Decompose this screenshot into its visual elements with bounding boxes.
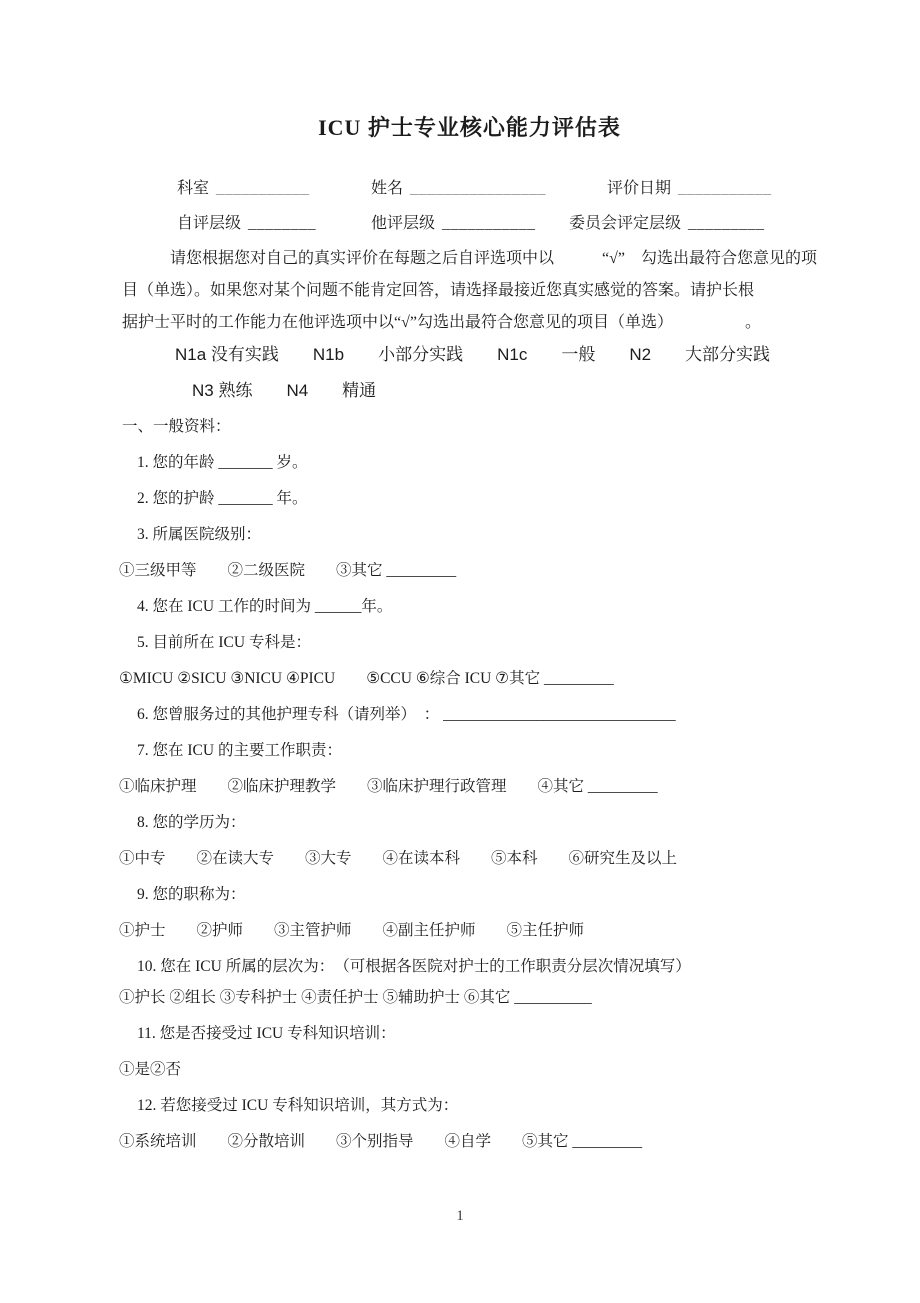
question-8: 8. 您的学历为： xyxy=(137,814,246,831)
field-eval-date-label: 评价日期 xyxy=(607,180,672,197)
field-name-blank: ________________ xyxy=(410,180,547,197)
question-7: 7. 您在 ICU 的主要工作职责： xyxy=(137,742,342,759)
legend-line-2: N3 熟练 N4 精通 xyxy=(192,381,377,400)
field-eval-date xyxy=(607,175,772,198)
question-3: 3. 所属医院级别： xyxy=(137,526,262,543)
question-2: 2. 您的护龄 _______ 年。 xyxy=(137,490,308,507)
field-name-label: 姓名 xyxy=(371,180,404,197)
field-committee-level-blank: _________ xyxy=(688,215,765,232)
section-heading: 一、一般资料： xyxy=(122,418,231,435)
intro-line-3: 据护士平时的工作能力在他评选项中以“√”勾选出最符合您意见的项目（单选） 。 xyxy=(122,314,761,331)
question-4: 4. 您在 ICU 工作的时间为 ______年。 xyxy=(137,598,393,615)
field-peer-level xyxy=(371,210,536,233)
question-5: 5. 目前所在 ICU 专科是： xyxy=(137,634,311,651)
question-11: 11. 您是否接受过 ICU 专科知识培训： xyxy=(137,1025,396,1042)
field-self-level-label: 自评层级 xyxy=(177,215,242,232)
question-9-options: ①护士 ②护师 ③主管护师 ④副主任护师 ⑤主任护师 xyxy=(119,922,585,939)
question-7-options: ①临床护理 ②临床护理教学 ③临床护理行政管理 ④其它 _________ xyxy=(119,778,658,795)
field-committee-level-label: 委员会评定层级 xyxy=(569,215,682,232)
question-9: 9. 您的职称为： xyxy=(137,886,246,903)
field-self-level xyxy=(177,210,316,233)
question-11-options: ①是②否 xyxy=(119,1061,182,1078)
question-1: 1. 您的年龄 _______ 岁。 xyxy=(137,454,308,471)
question-5-options: ①MICU ②SICU ③NICU ④PICU ⑤CCU ⑥综合 ICU ⑦其它 _________ xyxy=(119,670,614,687)
field-self-level-blank: ________ xyxy=(248,215,317,232)
doc-title: ICU 护士专业核心能力评估表 xyxy=(318,115,621,140)
header-info-row-1 xyxy=(119,175,860,210)
field-department-blank: ___________ xyxy=(216,180,310,197)
legend-line-1: N1a 没有实践 N1b 小部分实践 N1c 一般 N2 大部分实践 xyxy=(175,345,771,364)
question-6: 6. 您曾服务过的其他护理专科（请列举） ： ______________________________ xyxy=(137,706,676,723)
page-number: 1 xyxy=(456,1208,464,1224)
question-12-options: ①系统培训 ②分散培训 ③个别指导 ④自学 ⑤其它 _________ xyxy=(119,1133,643,1150)
field-name xyxy=(371,175,546,198)
field-department xyxy=(177,175,310,198)
question-8-options: ①中专 ②在读大专 ③大专 ④在读本科 ⑤本科 ⑥研究生及以上 xyxy=(119,850,678,867)
intro-line-2: 目（单选）。如果您对某个问题不能肯定回答，请选择最接近您真实感觉的答案。请护长根 xyxy=(122,282,755,299)
field-department-label: 科室 xyxy=(177,180,210,197)
field-peer-level-label: 他评层级 xyxy=(371,215,436,232)
question-12: 12. 若您接受过 ICU 专科知识培训，其方式为： xyxy=(137,1097,459,1114)
field-committee-level xyxy=(569,210,765,233)
header-info-row-2 xyxy=(119,210,860,245)
field-peer-level-blank: ___________ xyxy=(442,215,536,232)
question-10: 10. 您在 ICU 所属的层次为： （可根据各医院对护士的工作职责分层次情况填写） xyxy=(137,958,691,975)
question-10-options: ①护长 ②组长 ③专科护士 ④责任护士 ⑤辅助护士 ⑥其它 __________ xyxy=(119,989,592,1006)
intro-line-1: 请您根据您对自己的真实评价在每题之后自评选项中以 “√” 勾选出最符合您意见的项 xyxy=(170,250,817,267)
field-eval-date-blank: ___________ xyxy=(678,180,772,197)
question-3-options: ①三级甲等 ②二级医院 ③其它 _________ xyxy=(119,562,457,579)
